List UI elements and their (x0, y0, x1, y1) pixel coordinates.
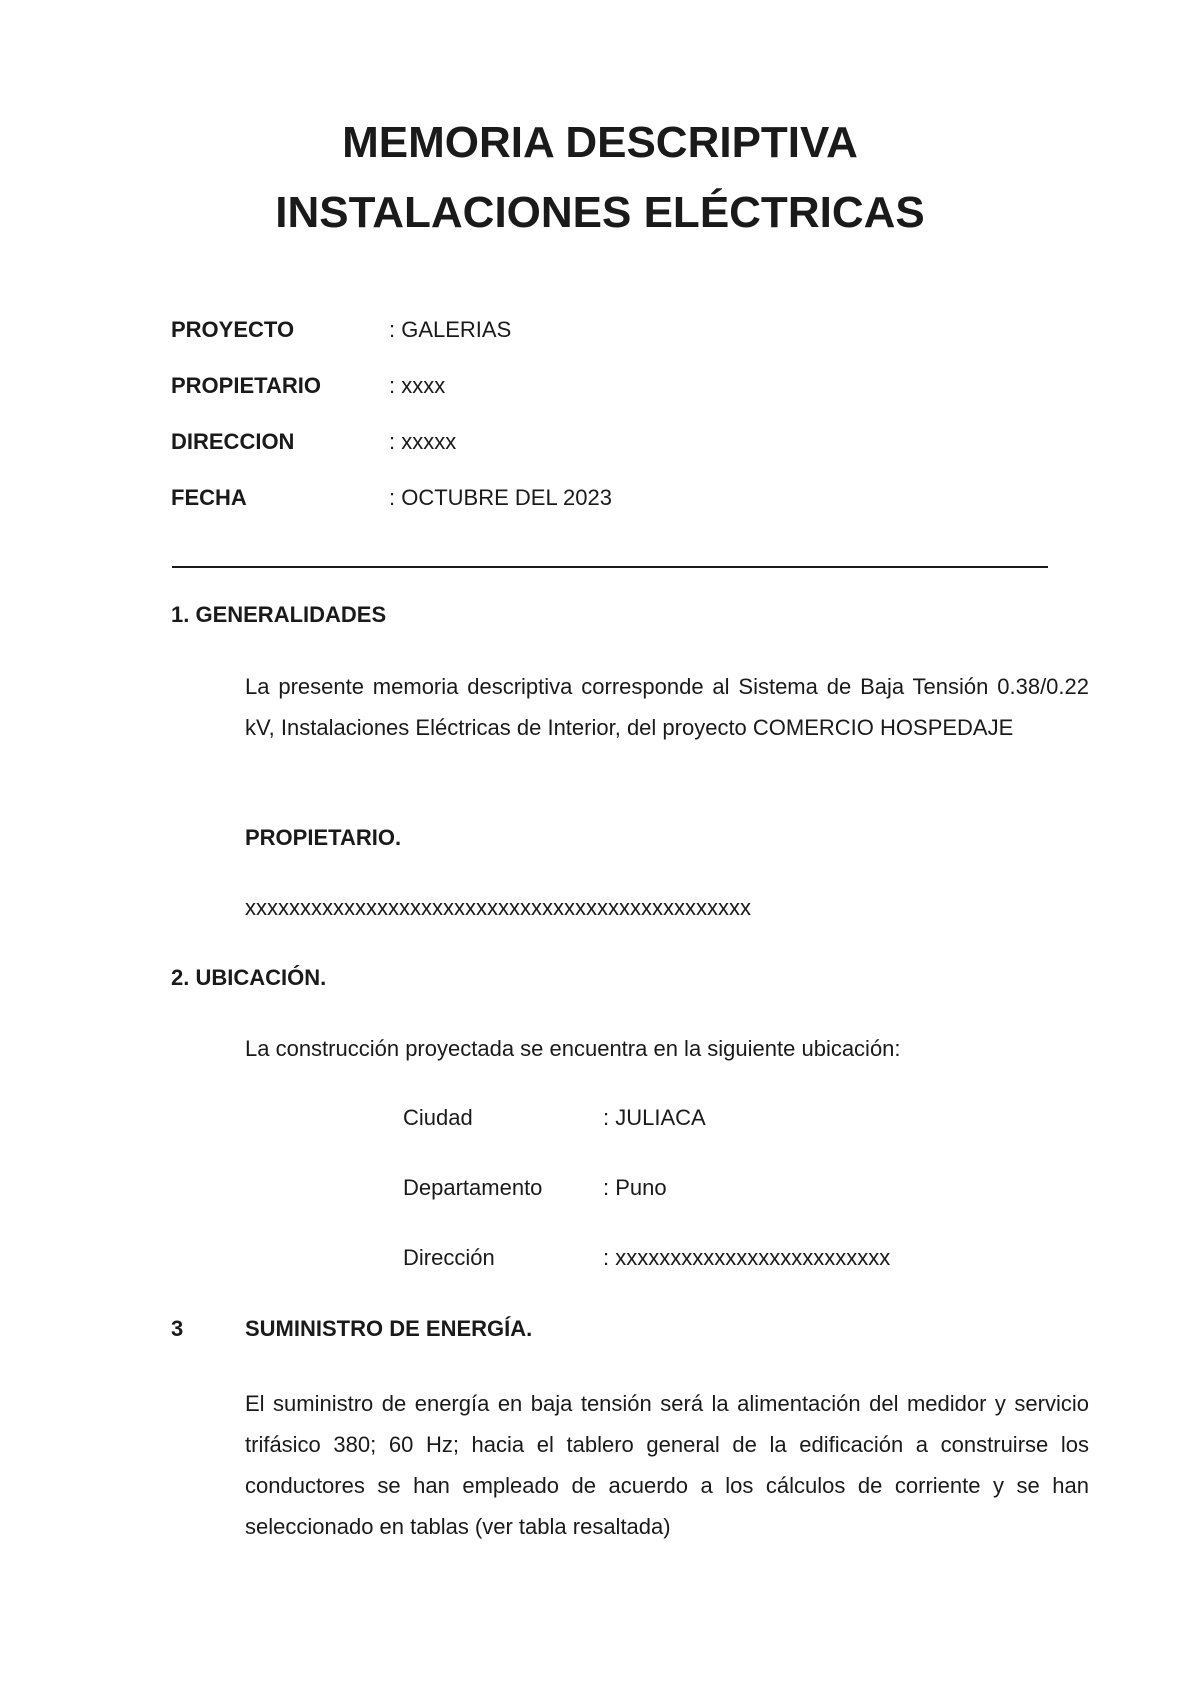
document-title-line-2: INSTALACIONES ELÉCTRICAS (275, 188, 925, 237)
meta-label: PROYECTO (171, 317, 295, 342)
owner-value: xxxxxxxxxxxxxxxxxxxxxxxxxxxxxxxxxxxxxxxxxxxxxx (245, 895, 751, 920)
section-2-heading: 2. UBICACIÓN. (171, 965, 327, 990)
section-3-number: 3 (171, 1316, 184, 1341)
section-2-intro: La construcción proyectada se encuentra en la siguiente ubicación: (245, 1036, 901, 1061)
meta-label: FECHA (171, 485, 247, 510)
section-1-heading: 1. GENERALIDADES (171, 602, 387, 627)
location-value-departamento: : Puno (603, 1175, 667, 1200)
owner-heading: PROPIETARIO. (245, 825, 402, 850)
meta-value: : xxxxx (389, 429, 457, 454)
section-3-paragraph: El suministro de energía en baja tensión será la alimentación del medidor y servicio trifásico 380; 60 Hz; hacia el tablero general de la edificación a construirse los conductores se han empleado de acuerdo a los cálculos de corriente y se han seleccionado en tablas (ver tabla resaltada) (245, 1391, 1089, 1539)
section-1-paragraph: La presente memoria descriptiva corresponde al Sistema de Baja Tensión 0.38/0.22 kV, Instalaciones Eléctricas de Interior, del proyecto COMERCIO HOSPEDAJE (245, 674, 1089, 740)
location-label-ciudad: Ciudad (403, 1105, 473, 1130)
meta-label: DIRECCION (171, 429, 295, 454)
meta-value: : xxxx (389, 373, 446, 398)
meta-value: : GALERIAS (389, 317, 512, 342)
document-title-line-1: MEMORIA DESCRIPTIVA (342, 118, 858, 167)
location-value-direccion: : xxxxxxxxxxxxxxxxxxxxxxxxx (603, 1245, 891, 1270)
location-value-ciudad: : JULIACA (603, 1105, 706, 1130)
section-divider (172, 566, 1048, 568)
meta-label: PROPIETARIO (171, 373, 321, 398)
location-label-direccion: Dirección (403, 1245, 495, 1270)
meta-value: : OCTUBRE DEL 2023 (389, 485, 612, 510)
location-label-departamento: Departamento (403, 1175, 543, 1200)
section-3-heading: SUMINISTRO DE ENERGÍA. (245, 1316, 533, 1341)
